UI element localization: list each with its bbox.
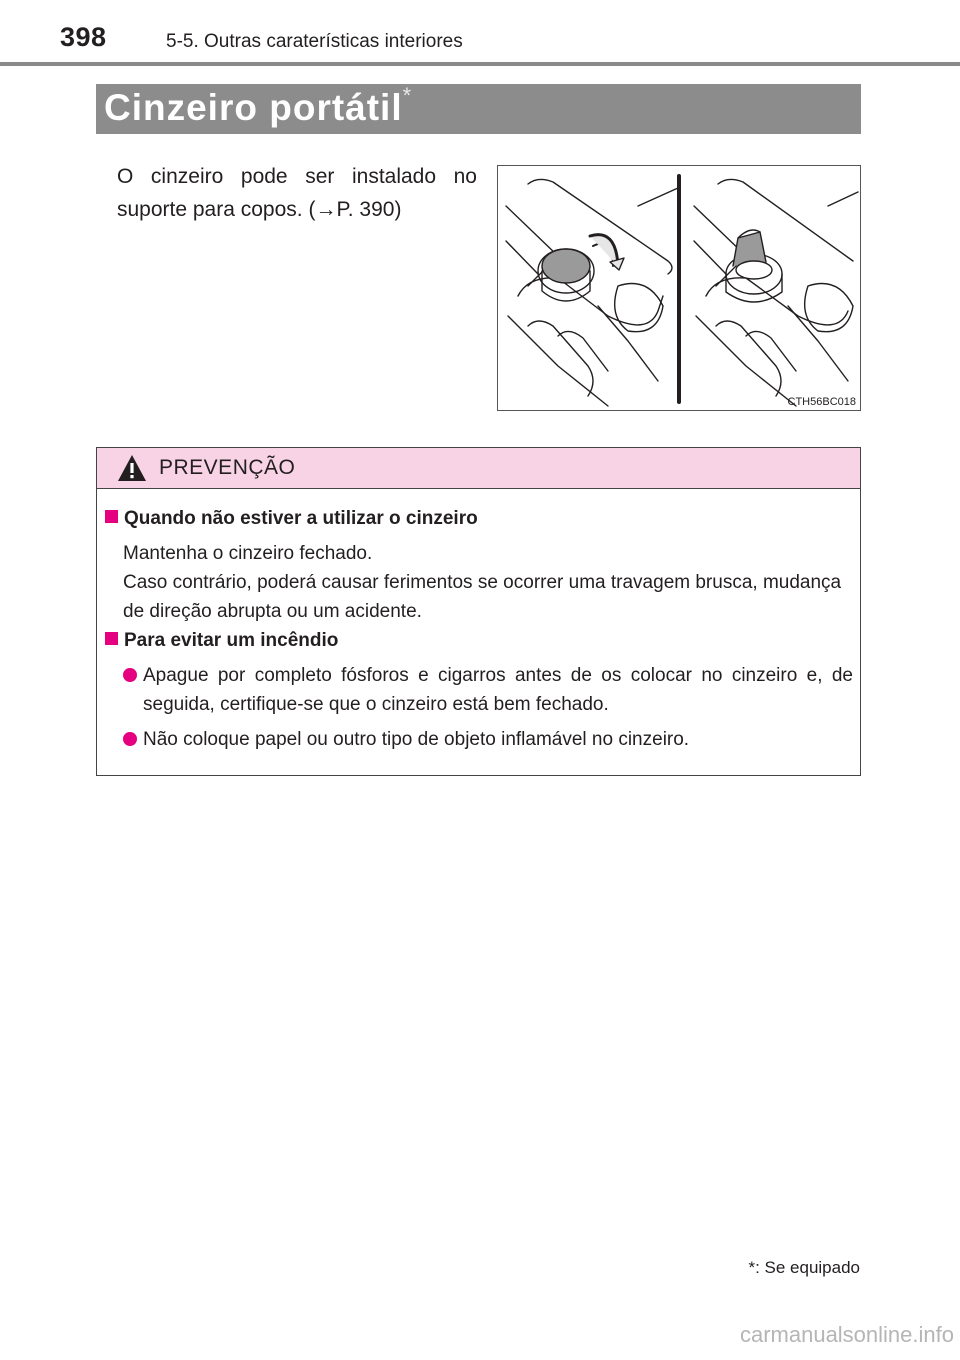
warning-paragraph: Mantenha o cinzeiro fechado. — [123, 543, 373, 564]
warning-box — [96, 447, 861, 776]
round-bullet-icon — [123, 732, 137, 746]
warning-bullet — [123, 661, 853, 719]
section-title-text: Cinzeiro portátil — [104, 87, 403, 128]
equipped-mark: * — [402, 83, 413, 108]
chapter-title: 5-5. Outras caraterísticas interiores — [166, 31, 463, 52]
footnote-text: : Se equipado — [755, 1258, 860, 1277]
warning-section-heading — [105, 630, 338, 652]
square-bullet-icon — [105, 510, 118, 523]
warning-section-heading — [105, 508, 478, 530]
heading-text: Quando não estiver a utilizar o cinzeiro — [124, 508, 478, 529]
figure-code: CTH56BC018 — [787, 396, 856, 408]
header-rule — [0, 62, 960, 66]
section-title-bar — [96, 84, 861, 134]
page-number: 398 — [60, 22, 107, 52]
warning-title: PREVENÇÃO — [159, 456, 296, 479]
warning-paragraph: Caso contrário, poderá causar ferimentos se ocorrer uma travagem brusca, mudança de direção abrupta ou um acidente. — [123, 572, 842, 622]
square-bullet-icon — [105, 632, 118, 645]
warning-header — [97, 448, 860, 489]
bullet-text: Não coloque papel ou outro tipo de objeto inflamável no cinzeiro. — [143, 729, 690, 750]
ashtray-illustration — [497, 165, 861, 411]
section-title — [104, 83, 413, 129]
footnote — [748, 1258, 860, 1278]
round-bullet-icon — [123, 668, 137, 682]
intro-text: O cinzeiro pode ser instalado no suporte para copos. (→P. 390) — [117, 165, 477, 221]
warning-triangle-icon — [117, 454, 147, 482]
warning-bullet — [123, 725, 853, 754]
bullet-text: Apague por completo fósforos e cigarros antes de os colocar no cinzeiro e, de seguida, certifique-se que o cinzeiro está bem fechado. — [143, 665, 853, 715]
heading-text: Para evitar um incêndio — [124, 630, 339, 651]
footnote-mark: * — [748, 1258, 756, 1277]
ashtray-drawing — [498, 166, 860, 410]
watermark: carmanualsonline.info — [739, 1322, 954, 1347]
